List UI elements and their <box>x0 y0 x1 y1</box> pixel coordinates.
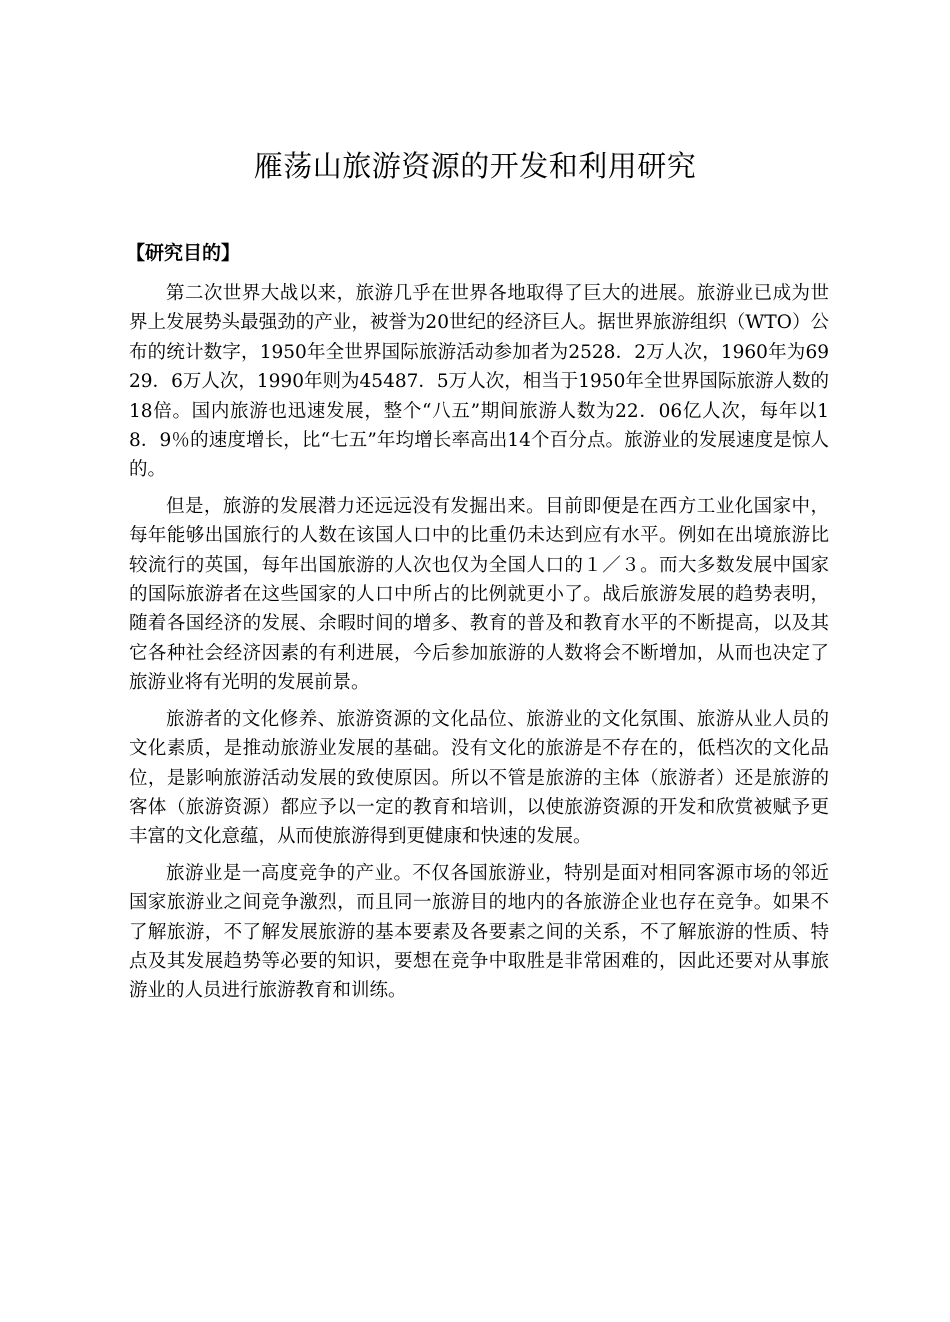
paragraph: 第二次世界大战以来，旅游几乎在世界各地取得了巨大的进展。旅游业已成为世界上发展势头最强劲的产业，被誉为20世纪的经济巨人。据世界旅游组织（WTO）公布的统计数字，1950年全世界国际旅游活动参加者为2528．2万人次，1960年为6929．6万人次，1990年则为45487．5万人次，相当于1950年全世界国际旅游人数的18倍。国内旅游也迅速发展，整个“八五”期间旅游人数为22．06亿人次，每年以18．9％的速度增长，比“七五”年均增长率高出14个百分点。旅游业的发展速度是惊人的。 <box>129 283 829 481</box>
paragraph: 旅游业是一高度竞争的产业。不仅各国旅游业，特别是面对相同客源市场的邻近国家旅游业之间竞争激烈，而且同一旅游目的地内的各旅游企业也存在竞争。如果不了解旅游，不了解发展旅游的基本要素及各要素之间的关系，不了解旅游的性质、特点及其发展趋势等必要的知识，要想在竞争中取胜是非常困难的，因此还要对从事旅游业的人员进行旅游教育和训练。 <box>129 862 829 1002</box>
paragraph: 但是，旅游的发展潜力还远远没有发掘出来。目前即便是在西方工业化国家中，每年能够出国旅行的人数在该国人口中的比重仍未达到应有水平。例如在出境旅游比较流行的英国，每年出国旅游的人次也仅为全国人口的１／３。而大多数发展中国家的国际旅游者在这些国家的人口中所占的比例就更小了。战后旅游发展的趋势表明，随着各国经济的发展、余暇时间的增多、教育的普及和教育水平的不断提高，以及其它各种社会经济因素的有利进展，今后参加旅游的人数将会不断增加，从而也决定了旅游业将有光明的发展前景。 <box>129 495 829 694</box>
section-heading-research-purpose: 【研究目的】 <box>126 242 241 264</box>
paragraph: 旅游者的文化修养、旅游资源的文化品位、旅游业的文化氛围、旅游从业人员的文化素质，是推动旅游业发展的基础。没有文化的旅游是不存在的，低档次的文化品位，是影响旅游活动发展的致使原因。所以不管是旅游的主体（旅游者）还是旅游的客体（旅游资源）都应予以一定的教育和培训，以使旅游资源的开发和欣赏被赋予更丰富的文化意蕴，从而使旅游得到更健康和快速的发展。 <box>129 708 829 848</box>
document-title: 雁荡山旅游资源的开发和利用研究 <box>253 149 697 183</box>
body-text <box>129 279 829 1013</box>
